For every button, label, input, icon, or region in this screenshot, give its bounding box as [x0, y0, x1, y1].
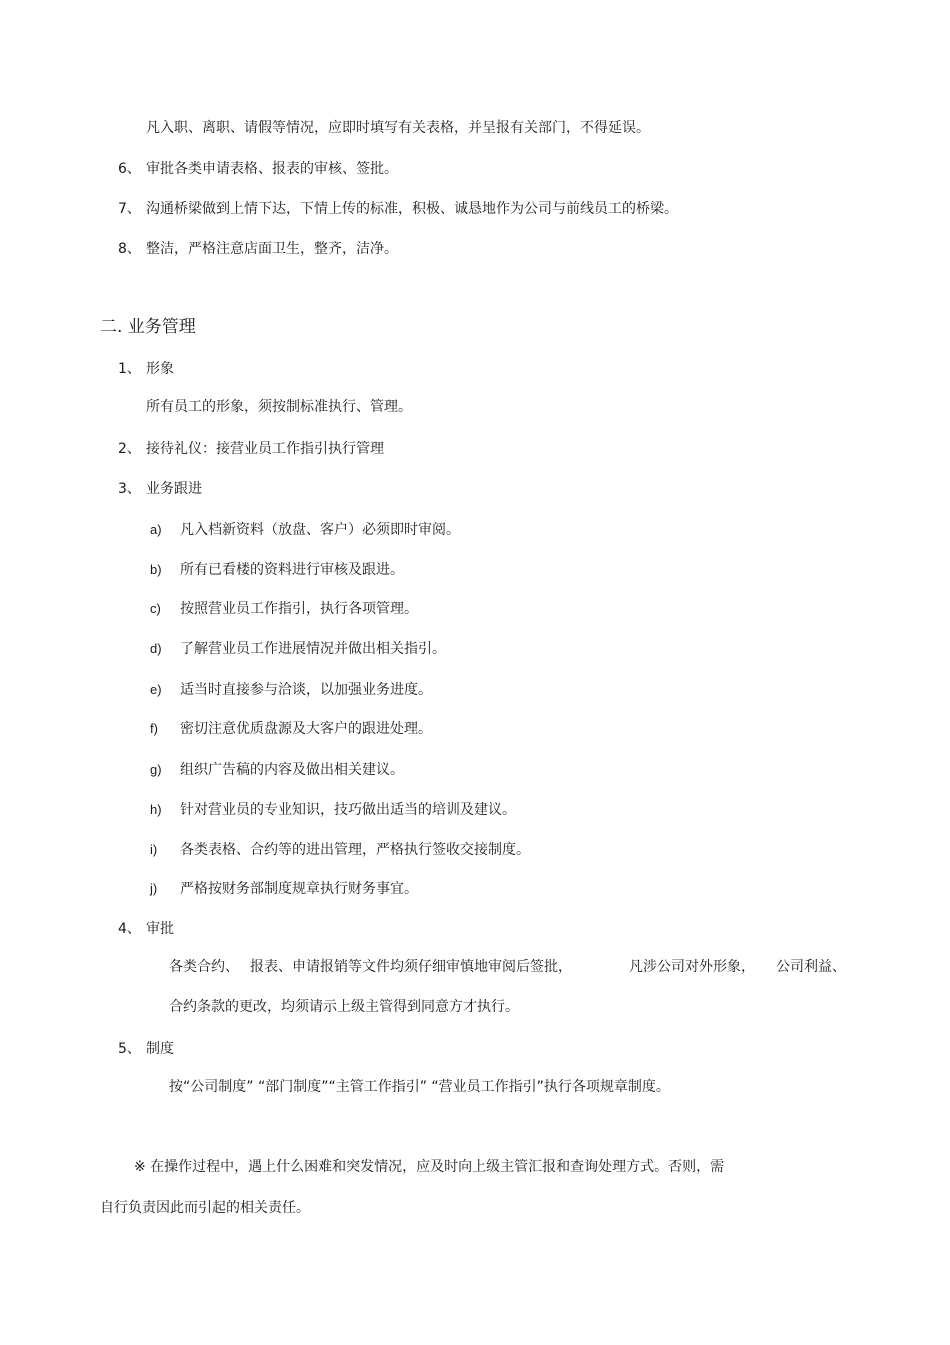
subitem-j-letter: j) [150, 881, 158, 896]
subitem-d-text: 了解营业员工作进展情况并做出相关指引。 [180, 641, 446, 657]
s2-item-4-line1-part-b: 报表、申请报销等文件均须仔细审慎地审阅后签批， [250, 959, 572, 975]
subitem-a-letter: a) [150, 522, 162, 537]
item-7-number: 7、 [118, 201, 141, 217]
subitem-e-text: 适当时直接参与洽谈，以加强业务进度。 [180, 682, 432, 698]
s2-item-4-title: 审批 [146, 921, 174, 937]
item-6-number: 6、 [118, 161, 141, 177]
s2-item-1-body: 所有员工的形象，须按制标准执行、管理。 [146, 399, 412, 415]
s2-item-4-number: 4、 [118, 921, 141, 937]
s2-item-4-line1-part-a: 各类合约、 [169, 959, 239, 975]
s2-item-2-number: 2、 [118, 441, 141, 457]
subitem-b-text: 所有已看楼的资料进行审核及跟进。 [180, 562, 404, 578]
s2-item-5-number: 5、 [118, 1041, 141, 1057]
subitem-d-letter: d) [150, 641, 162, 656]
subitem-h-text: 针对营业员的专业知识，技巧做出适当的培训及建议。 [180, 802, 516, 818]
s2-item-2-title: 接待礼仪：接营业员工作指引执行管理 [146, 441, 384, 457]
subitem-h-letter: h) [150, 802, 162, 817]
item-8-number: 8、 [118, 241, 141, 257]
s2-item-5-body: 按“公司制度” “部门制度”“主管工作指引” “营业员工作指引”执行各项规章制度。 [169, 1079, 670, 1095]
section-2-heading: 二. 业务管理 [100, 317, 196, 337]
s2-item-3-number: 3、 [118, 481, 141, 497]
subitem-a-text: 凡入档新资料（放盘、客户）必须即时审阅。 [180, 522, 460, 538]
item-5-continuation: 凡入职、离职、请假等情况，应即时填写有关表格，并呈报有关部门，不得延误。 [146, 120, 650, 136]
item-6-text: 审批各类申请表格、报表的审核、签批。 [146, 161, 398, 177]
note-line-1: ※ 在操作过程中，遇上什么困难和突发情况，应及时向上级主管汇报和查询处理方式。否则，需 [134, 1159, 725, 1175]
subitem-f-letter: f) [150, 721, 158, 736]
subitem-j-text: 严格按财务部制度规章执行财务事宜。 [180, 881, 418, 897]
subitem-g-text: 组织广告稿的内容及做出相关建议。 [180, 762, 404, 778]
s2-item-1-title: 形象 [146, 361, 174, 377]
subitem-i-text: 各类表格、合约等的进出管理，严格执行签收交接制度。 [180, 842, 530, 858]
subitem-c-letter: c) [150, 601, 161, 616]
subitem-g-letter: g) [150, 762, 162, 777]
s2-item-4-line1-part-d: 公司利益、 [776, 959, 846, 975]
subitem-b-letter: b) [150, 562, 162, 577]
note-line-2: 自行负责因此而引起的相关责任。 [100, 1200, 310, 1216]
s2-item-3-title: 业务跟进 [146, 481, 202, 497]
s2-item-1-number: 1、 [118, 361, 141, 377]
subitem-c-text: 按照营业员工作指引，执行各项管理。 [180, 601, 418, 617]
s2-item-5-title: 制度 [146, 1041, 174, 1057]
item-7-text: 沟通桥梁做到上情下达，下情上传的标准，积极、诚恳地作为公司与前线员工的桥梁。 [146, 201, 678, 217]
subitem-i-letter: i) [150, 842, 158, 857]
s2-item-4-line2: 合约条款的更改，均须请示上级主管得到同意方才执行。 [169, 999, 519, 1015]
s2-item-4-line1-part-c: 凡涉公司对外形象， [629, 959, 755, 975]
subitem-f-text: 密切注意优质盘源及大客户的跟进处理。 [180, 721, 432, 737]
subitem-e-letter: e) [150, 682, 162, 697]
item-8-text: 整洁，严格注意店面卫生，整齐，洁净。 [146, 241, 398, 257]
